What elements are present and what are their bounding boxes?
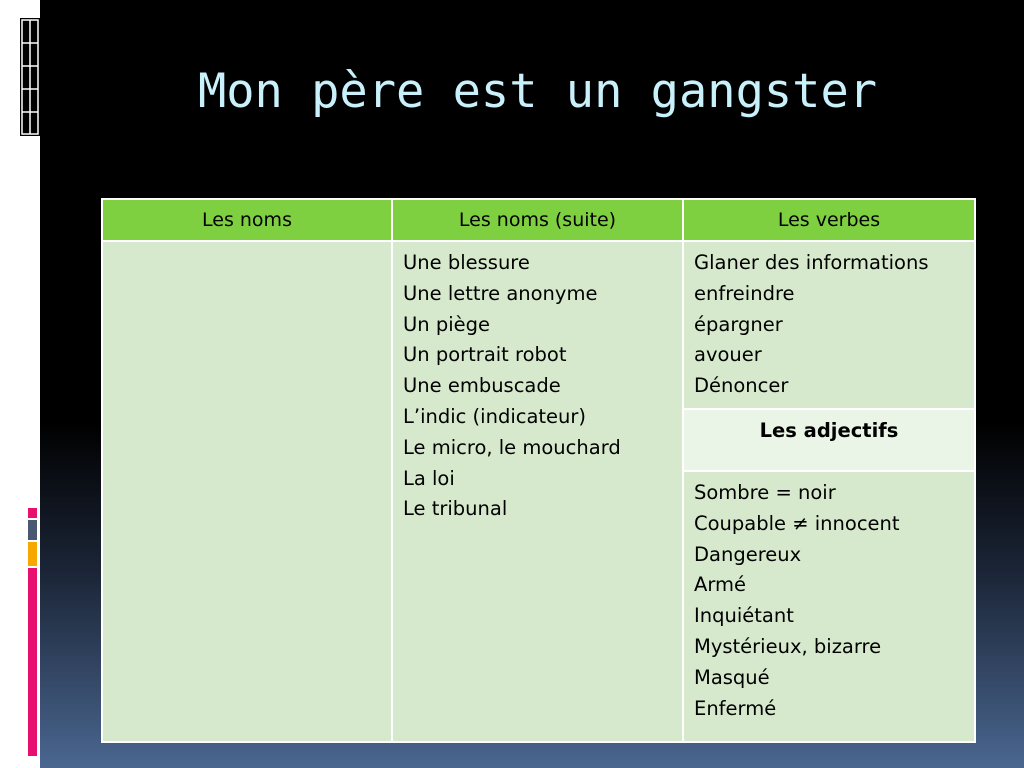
list-item: Le micro, le mouchard [403, 435, 621, 459]
accent-bar-slate [28, 520, 37, 540]
list-item: La loi [403, 466, 455, 490]
list-item: Armé [694, 573, 747, 597]
list-item: Un piège [403, 312, 490, 336]
noms-suite-cell [392, 241, 683, 742]
header-noms: Les noms [102, 199, 392, 241]
accent-bar-orange [28, 542, 37, 566]
accent-bar-pink [28, 508, 37, 518]
table-row [102, 241, 975, 409]
list-item: Une lettre anonyme [403, 281, 598, 305]
list-item: Enfermé [694, 696, 777, 720]
adjectifs-cell [683, 471, 975, 742]
list-item: Masqué [694, 665, 770, 689]
vocabulary-table [101, 198, 976, 743]
list-item: Une blessure [403, 251, 530, 274]
noms-cell [102, 241, 392, 742]
list-item: Coupable ≠ innocent [694, 511, 900, 535]
list-item: avouer [694, 343, 762, 367]
list-item: Mystérieux, bizarre [694, 634, 882, 658]
header-verbes: Les verbes [683, 199, 975, 241]
list-item: Glaner des informations [694, 251, 929, 274]
list-item: Une embuscade [403, 374, 561, 398]
list-item: Inquiétant [694, 604, 794, 628]
list-item: Un portrait robot [403, 343, 567, 367]
list-item: Dangereux [694, 542, 802, 566]
list-item: enfreindre [694, 281, 795, 305]
list-item: L’indic (indicateur) [403, 404, 587, 428]
table-header-row [102, 199, 975, 241]
header-noms-suite: Les noms (suite) [392, 199, 683, 241]
verbes-cell [683, 241, 975, 409]
list-item: Sombre = noir [694, 480, 836, 504]
header-adjectifs: Les adjectifs [683, 409, 975, 471]
list-item: Le tribunal [403, 497, 508, 521]
slide-title: Mon père est un gangster [197, 64, 878, 119]
list-item: Dénoncer [694, 374, 789, 398]
accent-color-bars [28, 508, 38, 756]
list-item: épargner [694, 312, 783, 336]
accent-bar-pink-long [28, 568, 37, 756]
